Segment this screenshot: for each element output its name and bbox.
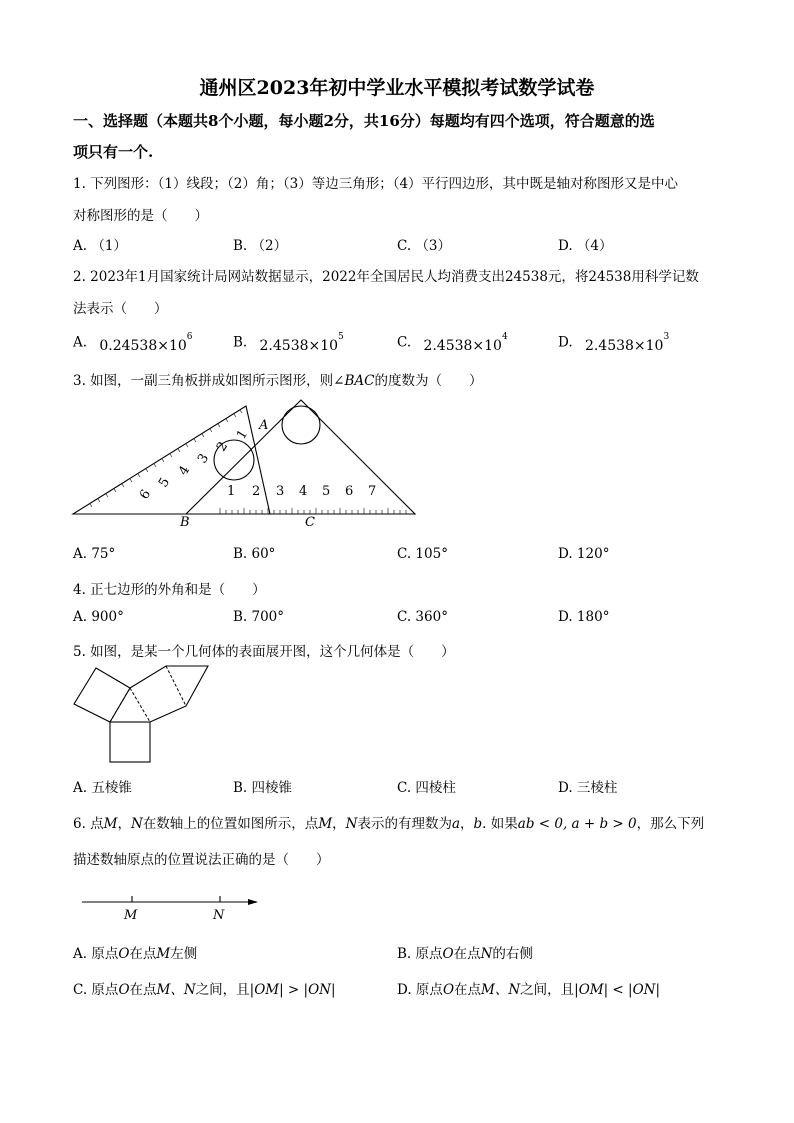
q3-option-c[interactable]: C. 105° bbox=[397, 546, 448, 562]
q6-var-n: N bbox=[131, 816, 143, 832]
q2-option-c[interactable] bbox=[397, 332, 508, 354]
q6-option-d-post: 之间，且 bbox=[520, 982, 575, 998]
q3-option-a[interactable]: A. 75° bbox=[73, 546, 116, 562]
net-fold-right bbox=[130, 688, 150, 722]
left-ruler-label-6: 6 bbox=[137, 487, 155, 503]
q6-option-a-pre: A. 原点 bbox=[73, 946, 119, 962]
left-ruler-label-5: 5 bbox=[156, 475, 174, 491]
q1-option-d[interactable]: D. （4） bbox=[558, 238, 613, 254]
q2-stem-cont: 法表示（ ） bbox=[73, 301, 168, 317]
left-square-hole bbox=[214, 440, 254, 480]
point-b-label: B bbox=[180, 515, 190, 530]
q5-net-figure bbox=[70, 662, 212, 768]
q4-option-b[interactable]: B. 700° bbox=[233, 609, 285, 625]
q6-option-d-mn: M、N bbox=[481, 982, 521, 998]
net-fold-right-face bbox=[166, 666, 186, 706]
q3-stem-prefix: 3. 如图，一副三角板拼成如图所示图形，则 bbox=[73, 373, 334, 389]
q5-option-b[interactable]: B. 四棱锥 bbox=[233, 780, 293, 796]
q2-option-b-label: B. bbox=[233, 334, 248, 351]
right-ruler-label-5: 5 bbox=[322, 484, 331, 499]
q6-option-c-mid: 在点 bbox=[129, 982, 157, 998]
left-ruler-label-3: 3 bbox=[195, 451, 213, 467]
q2-stem: 2. 2023年1月国家统计局网站数据显示，2022年全国居民人均消费支出24538元，将24538用科学记数 bbox=[73, 269, 699, 285]
q2-option-a-exp: 6 bbox=[186, 332, 193, 342]
q6-option-c-o: O bbox=[118, 982, 130, 998]
q2-option-d-exp: 3 bbox=[663, 332, 670, 342]
q2-option-b-value: 2.4538×10 bbox=[259, 337, 339, 354]
q6-var-m: M bbox=[103, 816, 118, 832]
q1-option-b[interactable]: B. （2） bbox=[233, 238, 288, 254]
q2-option-d[interactable] bbox=[558, 332, 670, 354]
q6-stem bbox=[73, 812, 704, 832]
q6-stem-a: 6. 点 bbox=[73, 816, 104, 832]
net-right-face bbox=[130, 666, 208, 722]
point-a-label: A bbox=[259, 418, 269, 433]
q4-option-a[interactable]: A. 900° bbox=[73, 609, 124, 625]
q1-option-a[interactable]: A. （1） bbox=[73, 238, 127, 254]
section-header: 一、选择题（本题共8个小题，每小题2分，共16分）每题均有四个选项，符合题意的选 bbox=[73, 112, 655, 130]
q3-option-b[interactable]: B. 60° bbox=[233, 546, 276, 562]
q6-condition: ab < 0, a + b > 0 bbox=[517, 816, 637, 832]
right-ruler-label-2: 2 bbox=[252, 484, 261, 499]
net-base-square bbox=[110, 722, 150, 762]
q6-option-a[interactable] bbox=[73, 942, 197, 962]
q3-stem-angle: ∠BAC bbox=[333, 373, 375, 389]
q6-option-d[interactable] bbox=[397, 978, 660, 998]
q6-option-a-m: M bbox=[156, 946, 171, 962]
right-square-hole bbox=[282, 406, 320, 444]
q6-option-d-o: O bbox=[442, 982, 455, 998]
q4-stem: 4. 正七边形的外角和是（ ） bbox=[73, 582, 266, 598]
q6-stem-h: ，那么下列 bbox=[636, 816, 705, 832]
q2-option-c-value: 2.4538×10 bbox=[423, 337, 502, 354]
q6-var-n-2: N bbox=[345, 816, 358, 832]
q2-option-c-label: C. bbox=[397, 334, 412, 351]
left-ruler-label-4: 4 bbox=[176, 463, 194, 479]
right-ruler-ticks bbox=[220, 508, 406, 514]
q6-number-line bbox=[80, 890, 264, 924]
right-ruler-label-1: 1 bbox=[227, 484, 236, 499]
section-header-cont: 项只有一个. bbox=[73, 143, 154, 161]
q3-stem bbox=[73, 369, 482, 389]
q5-option-d[interactable]: D. 三棱柱 bbox=[558, 780, 618, 796]
q6-option-a-mid: 在点 bbox=[129, 946, 157, 962]
q6-option-c-rel: |OM| > |ON| bbox=[249, 982, 336, 998]
number-line-arrow bbox=[248, 899, 258, 905]
q6-option-a-post: 左侧 bbox=[170, 946, 198, 962]
q6-stem-g: . 如果 bbox=[482, 816, 518, 832]
axis-label-m: M bbox=[124, 908, 138, 923]
q3-option-d[interactable]: D. 120° bbox=[558, 546, 610, 562]
q6-var-b: b bbox=[473, 816, 483, 832]
q6-option-b-pre: B. 原点 bbox=[397, 946, 443, 962]
q2-option-a-label: A. bbox=[73, 334, 88, 351]
q2-option-c-exp: 4 bbox=[501, 332, 508, 342]
q6-option-b-mid: 在点 bbox=[453, 946, 481, 962]
left-ruler-label-2: 2 bbox=[214, 439, 232, 455]
q6-option-b-n: N bbox=[480, 946, 493, 962]
q6-stem-c: 在数轴上的位置如图所示，点 bbox=[142, 816, 319, 832]
q6-option-c[interactable] bbox=[73, 978, 336, 998]
q6-option-b[interactable] bbox=[397, 942, 533, 962]
q6-stem-cont: 描述数轴原点的位置说法正确的是（ ） bbox=[73, 852, 330, 868]
q6-stem-b: ， bbox=[117, 816, 131, 832]
q3-triangle-figure bbox=[70, 398, 420, 530]
q2-option-b-exp: 5 bbox=[338, 332, 344, 342]
q6-option-a-o: O bbox=[118, 946, 130, 962]
q6-stem-d: ， bbox=[332, 816, 346, 832]
q6-option-c-post: 之间，且 bbox=[195, 982, 250, 998]
net-left-face bbox=[74, 668, 130, 722]
axis-label-n: N bbox=[213, 908, 225, 923]
q6-stem-e: 表示的有理数为 bbox=[357, 816, 452, 832]
q1-option-c[interactable]: C. （3） bbox=[397, 238, 452, 254]
q2-option-a[interactable] bbox=[73, 332, 193, 354]
right-ruler-label-3: 3 bbox=[276, 484, 285, 499]
q6-var-m-2: M bbox=[318, 816, 333, 832]
q5-stem: 5. 如图，是某一个几何体的表面展开图，这个几何体是（ ） bbox=[73, 644, 455, 660]
q4-option-c[interactable]: C. 360° bbox=[397, 609, 448, 625]
q2-option-b[interactable] bbox=[233, 332, 344, 354]
q6-option-b-o: O bbox=[442, 946, 454, 962]
q6-stem-f: ， bbox=[460, 816, 474, 832]
left-ruler-ticks bbox=[90, 410, 242, 507]
q3-stem-suffix: 的度数为（ ） bbox=[374, 373, 483, 389]
q2-option-a-value: 0.24538×10 bbox=[99, 337, 187, 354]
q6-option-d-rel: |OM| < |ON| bbox=[574, 982, 661, 998]
q2-option-d-label: D. bbox=[558, 334, 573, 351]
right-ruler-label-7: 7 bbox=[368, 484, 377, 499]
q1-stem: 1. 下列图形：（1）线段；（2）角；（3）等边三角形；（4）平行四边形，其中既是轴对称图形又是中心 bbox=[73, 176, 679, 192]
q1-stem-cont: 对称图形的是（ ） bbox=[73, 208, 208, 224]
point-c-label: C bbox=[305, 515, 315, 530]
q2-option-d-value: 2.4538×10 bbox=[584, 337, 664, 354]
page-title: 通州区2023年初中学业水平模拟考试数学试卷 bbox=[199, 77, 595, 99]
q6-option-c-pre: C. 原点 bbox=[73, 982, 119, 998]
q4-option-d[interactable]: D. 180° bbox=[558, 609, 610, 625]
right-ruler-label-4: 4 bbox=[299, 484, 308, 499]
q6-option-d-pre: D. 原点 bbox=[397, 982, 443, 998]
q5-option-a[interactable]: A. 五棱锥 bbox=[73, 780, 132, 796]
q6-option-b-post: 的右侧 bbox=[492, 946, 533, 962]
left-ruler-label-1: 1 bbox=[234, 427, 252, 443]
q6-var-a: a bbox=[451, 816, 461, 832]
q5-option-c[interactable]: C. 四棱柱 bbox=[397, 780, 456, 796]
q6-option-c-mn: M、N bbox=[156, 982, 196, 998]
q6-option-d-mid: 在点 bbox=[454, 982, 482, 998]
right-ruler-label-6: 6 bbox=[345, 484, 354, 499]
